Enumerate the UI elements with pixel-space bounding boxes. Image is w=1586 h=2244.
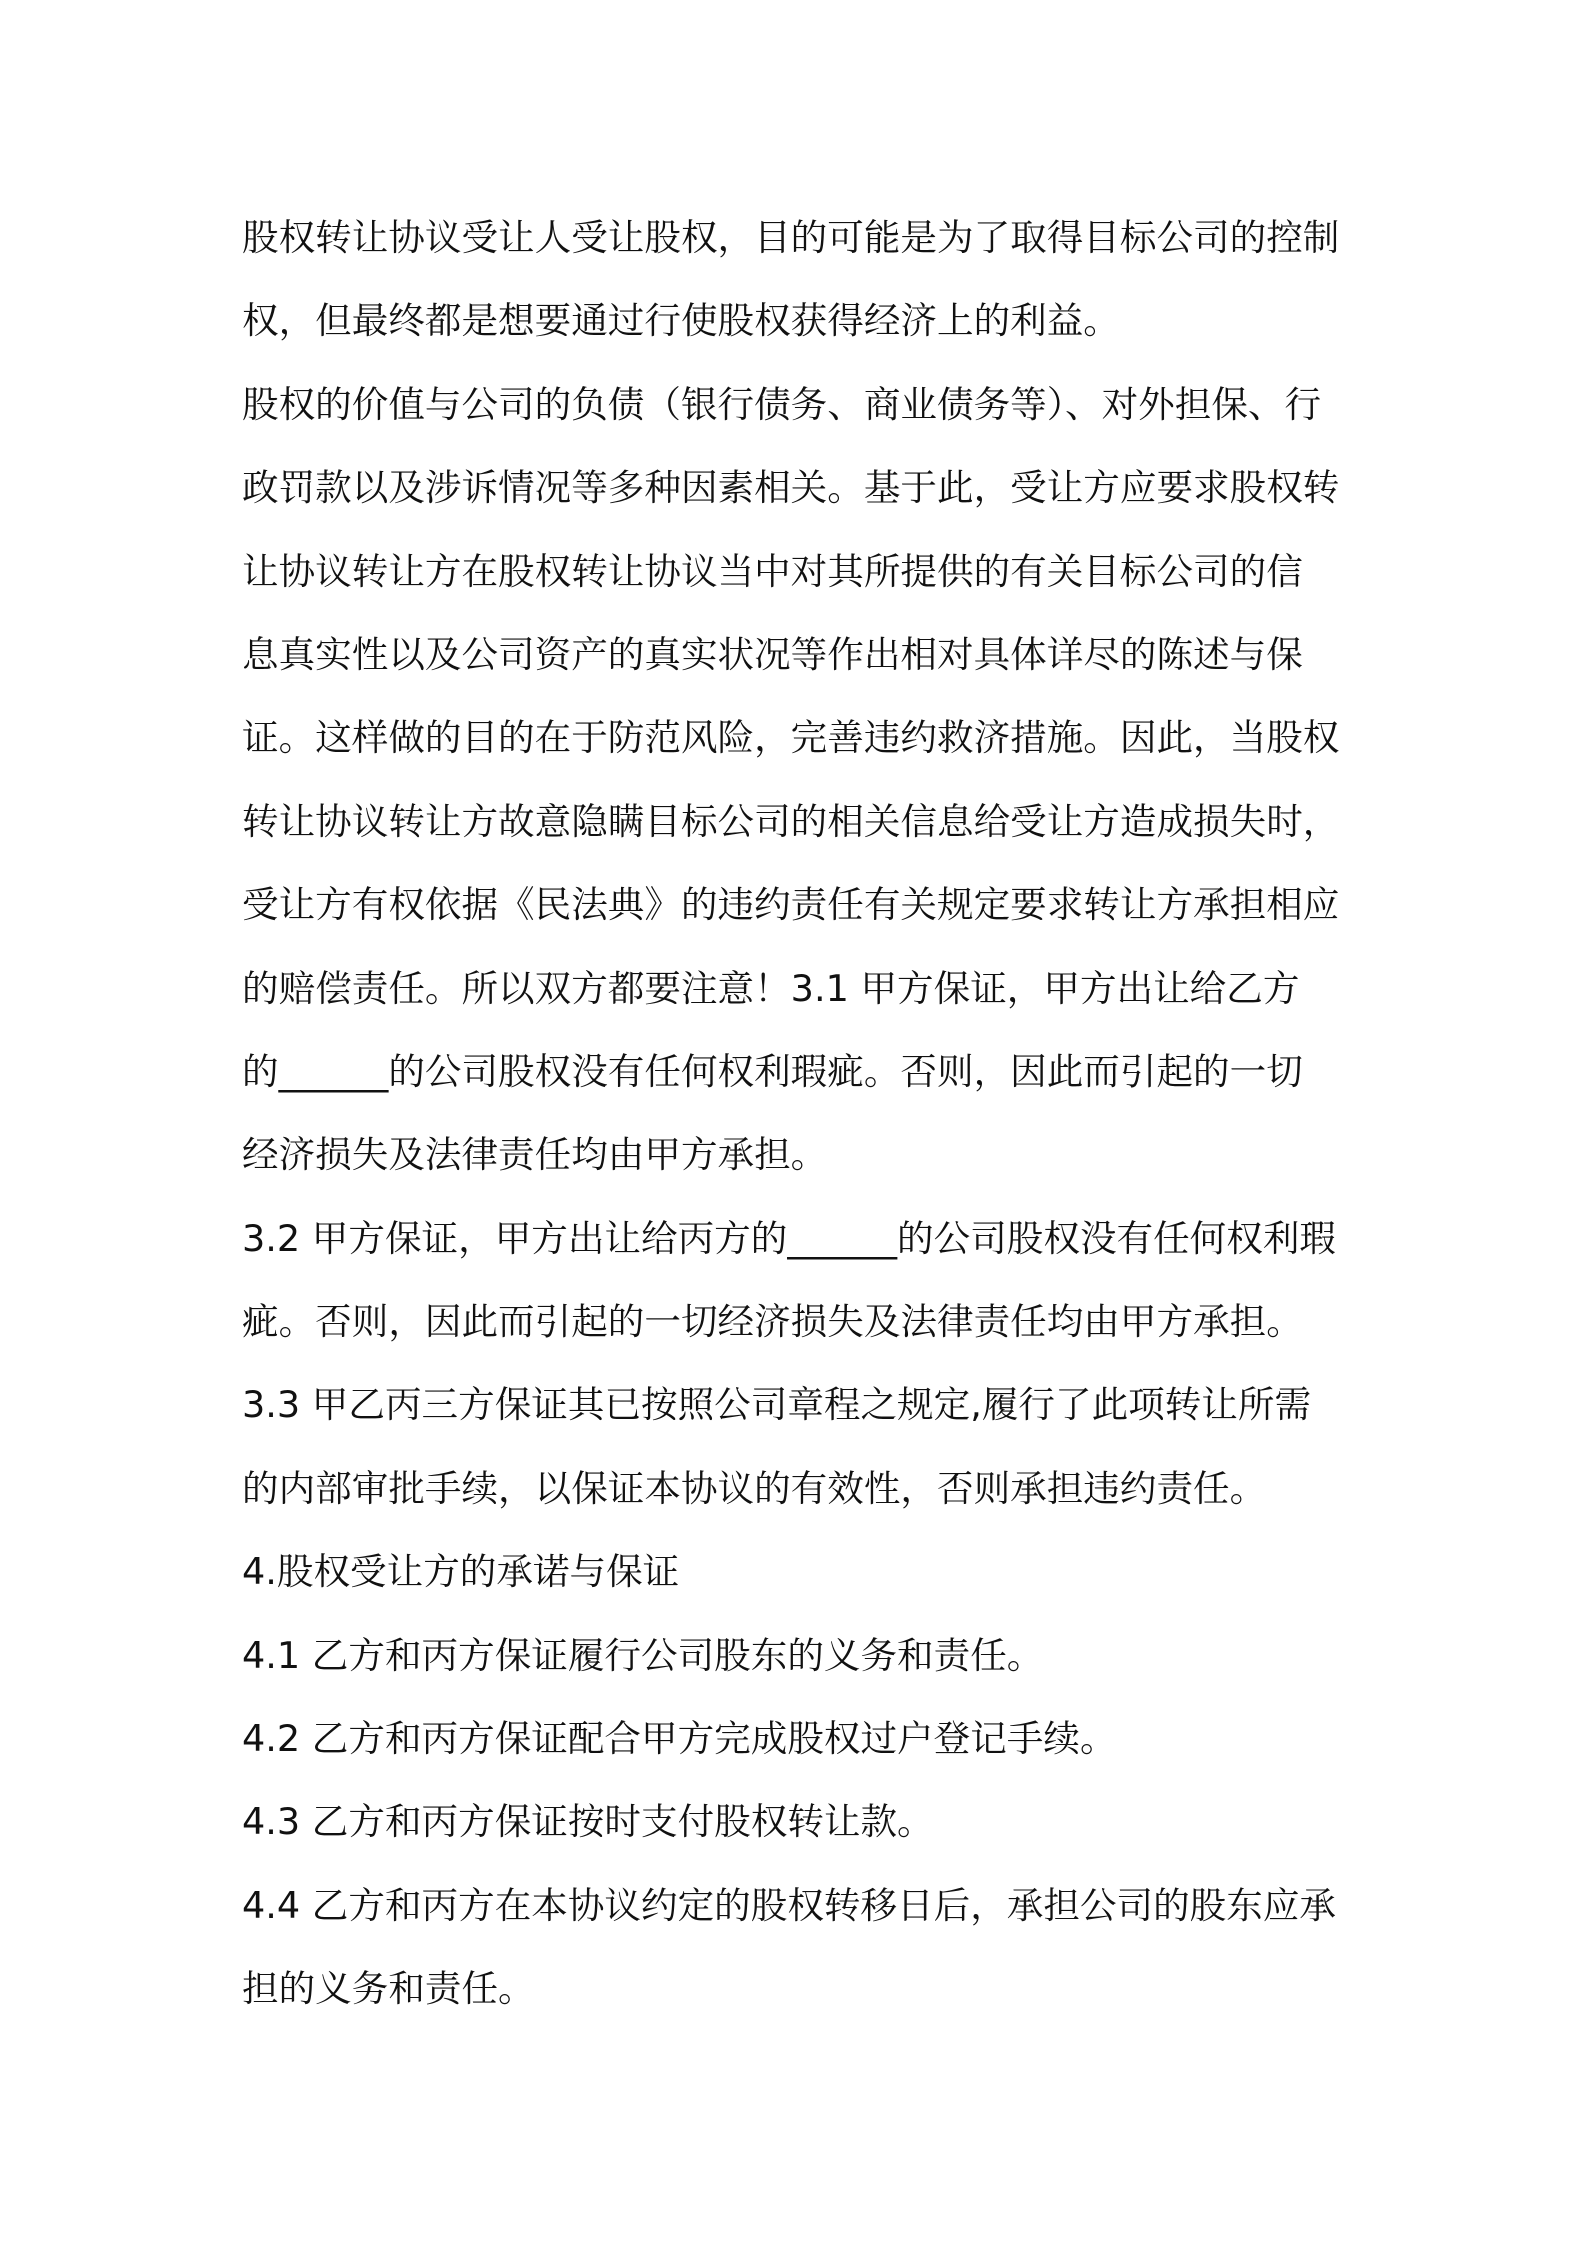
- text-line: 的______的公司股权没有任何权利瑕疵。否则，因此而引起的一切: [242, 1049, 1303, 1093]
- text-line: 受让方有权依据《民法典》的违约责任有关规定要求转让方承担相应: [242, 883, 1340, 927]
- text-line: 4.1 乙方和丙方保证履行公司股东的义务和责任。: [242, 1633, 1044, 1677]
- text-line: 股权转让协议受让人受让股权，目的可能是为了取得目标公司的控制: [242, 216, 1340, 259]
- text-line: 担的义务和责任。: [242, 1967, 535, 2011]
- text-line: 让协议转让方在股权转让协议当中对其所提供的有关目标公司的信: [242, 549, 1303, 593]
- text-line: 股权的价值与公司的负债（银行债务、商业债务等）、对外担保、行: [242, 382, 1322, 426]
- text-line: 4.3 乙方和丙方保证按时支付股权转让款。: [242, 1800, 934, 1844]
- document-body: [242, 196, 1354, 2031]
- section-heading: 4.股权受让方的承诺与保证: [242, 1550, 680, 1594]
- text-line: 的赔偿责任。所以双方都要注意！3.1 甲方保证，甲方出让给乙方: [242, 966, 1300, 1010]
- text-line: 证。这样做的目的在于防范风险，完善违约救济措施。因此，当股权: [242, 716, 1340, 760]
- text-line: 经济损失及法律责任均由甲方承担。: [242, 1133, 828, 1177]
- text-line: 转让协议转让方故意隐瞒目标公司的相关信息给受让方造成损失时，: [242, 799, 1340, 843]
- text-line: 政罚款以及涉诉情况等多种因素相关。基于此，受让方应要求股权转: [242, 466, 1340, 510]
- text-line: 权，但最终都是想要通过行使股权获得经济上的利益。: [242, 299, 1120, 343]
- text-line: 的内部审批手续，以保证本协议的有效性，否则承担违约责任。: [242, 1466, 1267, 1510]
- text-line: 息真实性以及公司资产的真实状况等作出相对具体详尽的陈述与保: [242, 632, 1303, 676]
- text-line: 3.2 甲方保证，甲方出让给丙方的______的公司股权没有任何权利瑕: [242, 1216, 1336, 1260]
- text-line: 疵。否则，因此而引起的一切经济损失及法律责任均由甲方承担。: [242, 1300, 1303, 1344]
- text-line: 4.4 乙方和丙方在本协议约定的股权转移日后，承担公司的股东应承: [242, 1883, 1336, 1927]
- text-line: 4.2 乙方和丙方保证配合甲方完成股权过户登记手续。: [242, 1717, 1117, 1761]
- text-line: 3.3 甲乙丙三方保证其已按照公司章程之规定,履行了此项转让所需: [242, 1383, 1312, 1427]
